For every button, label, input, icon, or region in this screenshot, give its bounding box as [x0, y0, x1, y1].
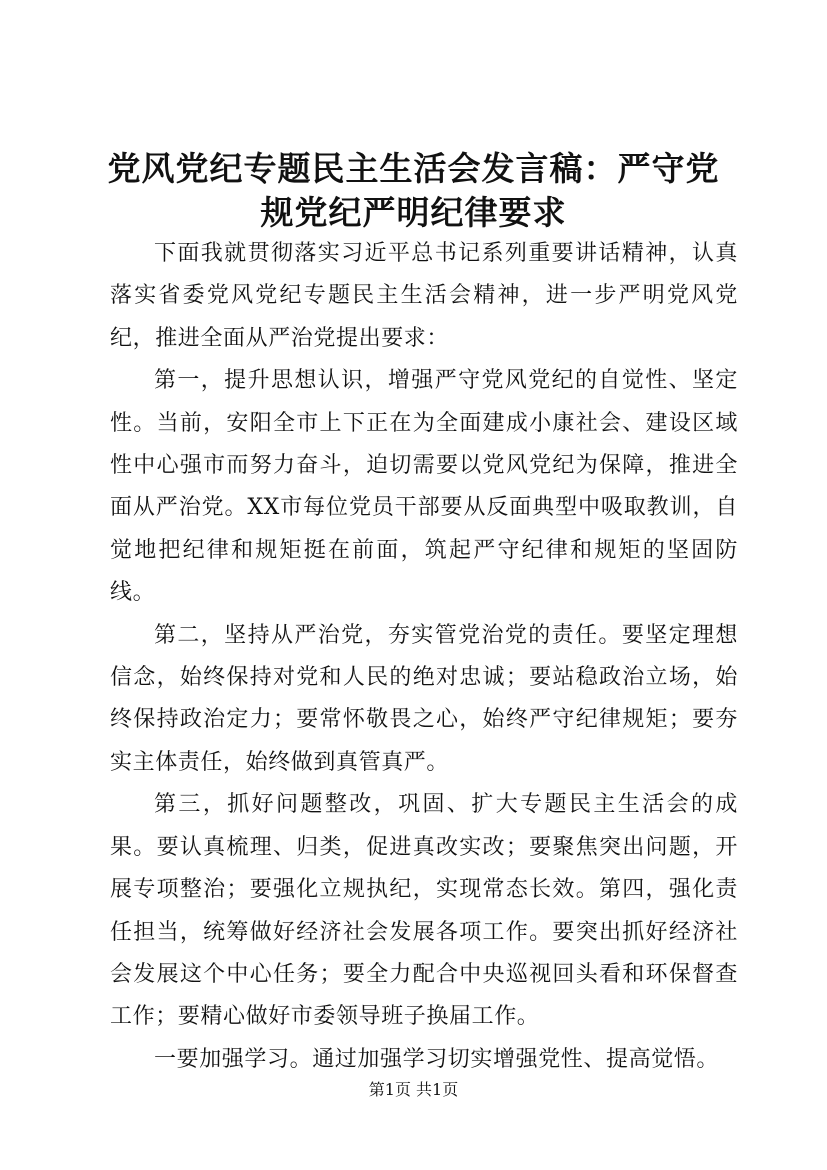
paragraph-third-fourth-points: 第三，抓好问题整改，巩固、扩大专题民主生活会的成果。要认真梳理、归类，促进真改实改；要聚焦突出问题，开展专项整治；要强化立规执纪，实现常态长效。第四，强化责任担当，统筹做好经济社会发展各项工作。要突出抓好经济社会发展这个中心任务；要全力配合中央巡视回头看和环保督查工作；要精心做好市委领导班子换届工作。 — [110, 792, 738, 1030]
paragraph-second-point: 第二，坚持从严治党，夯实管党治党的责任。要坚定理想信念，始终保持对党和人民的绝对忠诚；要站稳政治立场，始终保持政治定力；要常怀敬畏之心，始终严守纪律规矩；要夯实主体责任，始终做到真管真严。 — [110, 622, 738, 775]
document-body — [110, 233, 738, 1081]
document-title: 党风党纪专题民主生活会发言稿：严守党规党纪严明纪律要求 — [107, 149, 720, 232]
page-number-footer: 第1页 共1页 — [368, 1080, 459, 1099]
paragraph-first-point: 第一，提升思想认识，增强严守党风党纪的自觉性、坚定性。当前，安阳全市上下正在为全面建成小康社会、建设区域性中心强市而努力奋斗，迫切需要以党风党纪为保障，推进全面从严治党。XX市每位党员干部要从反面典型中吸取教训，自觉地把纪律和规矩挺在前面，筑起严守纪律和规矩的坚固防线。 — [110, 368, 738, 606]
paragraph-intro: 下面我就贯彻落实习近平总书记系列重要讲话精神，认真落实省委党风党纪专题民主生活会精神，进一步严明党风党纪，推进全面从严治党提出要求： — [110, 241, 738, 351]
paragraph-study: 一要加强学习。通过加强学习切实增强党性、提高觉悟。 — [154, 1046, 720, 1072]
